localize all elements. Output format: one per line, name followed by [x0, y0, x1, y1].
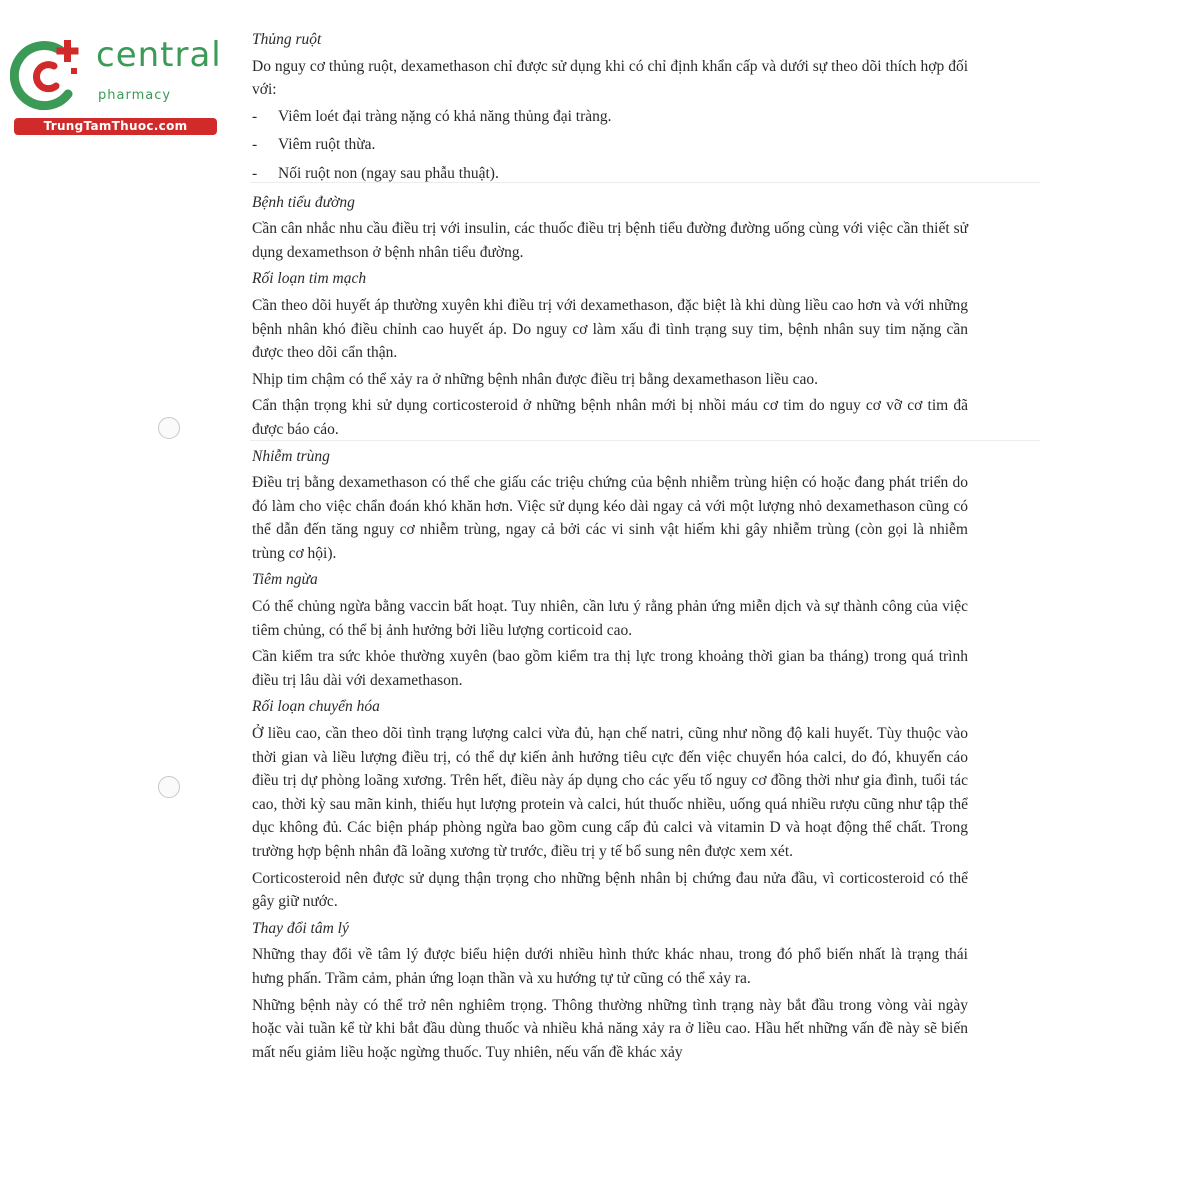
- section-heading: Thủng ruột: [252, 31, 322, 48]
- section-paragraph: Những thay đổi về tâm lý được biểu hiện dưới nhiều hình thức khác nhau, trong đó phổ biến nhất là trạng thái hưng phấn. Trầm cảm, phản ứng loạn thần và xu hướng tự tử cũng có thể xảy ra.: [252, 946, 968, 987]
- pharmacy-logo-icon: [10, 38, 90, 112]
- punch-hole-icon: [158, 417, 180, 439]
- document-section: [252, 445, 968, 566]
- section-paragraph: Do nguy cơ thủng ruột, dexamethason chỉ được sử dụng khi có chỉ định khẩn cấp và dưới sự theo dõi thích hợp đối với:: [252, 57, 968, 99]
- section-paragraph: Ở liều cao, cần theo dõi tình trạng lượng calci vừa đủ, hạn chế natri, cũng như nồng độ kali huyết. Tùy thuộc vào thời gian và liều lượng điều trị, có thể dự kiến ảnh hưởng tiêu cực đến việc chuyển hóa calci, do đó, khuyến cáo điều trị dự phòng loãng xương. Trên hết, điều này áp dụng cho các yếu tố nguy cơ đồng thời như gia đình, tuổi tác cao, thời kỳ sau mãn kinh, thiếu hụt lượng protein và calci, hút thuốc nhiều, uống quá nhiều rượu cũng như tập thể dục không đủ. Các biện pháp phòng ngừa bao gồm cung cấp đủ calci và vitamin D và hoạt động thể chất. Trong trường hợp bệnh nhân đã loãng xương từ trước, điều trị y tế bổ sung nên được xem xét.: [252, 725, 968, 860]
- section-paragraph: Cần cân nhắc nhu cầu điều trị với insulin, các thuốc điều trị bệnh tiểu đường đường uống cùng với việc cần thiết sử dụng dexamethson ở bệnh nhân tiểu đường.: [252, 220, 968, 261]
- document-body: [252, 28, 968, 1067]
- section-paragraph: Cẩn thận trọng khi sử dụng corticosteroid ở những bệnh nhân mới bị nhồi máu cơ tim do nguy cơ vỡ cơ tim đã được báo cáo.: [252, 397, 968, 438]
- list-item: - Nối ruột non (ngay sau phẫu thuật).: [252, 162, 968, 186]
- section-heading: Thay đổi tâm lý: [252, 919, 349, 937]
- bullet-list: [252, 105, 968, 186]
- list-item: - Viêm ruột thừa.: [252, 133, 968, 157]
- section-heading: Nhiễm trùng: [252, 447, 330, 465]
- list-item: - Viêm loét đại tràng nặng có khả năng thủng đại tràng.: [252, 105, 968, 129]
- section-paragraph: Nhịp tim chậm có thể xảy ra ở những bệnh nhân được điều trị bằng dexamethason liều cao.: [252, 370, 819, 388]
- section-paragraph: Điều trị bằng dexamethason có thể che giấu các triệu chứng của bệnh nhiễm trùng hiện có hoặc đang phát triển do đó làm cho việc chẩn đoán khó khăn hơn. Việc sử dụng kéo dài ngay cả với một lượng nhỏ dexamethason cũng có thể dẫn đến tăng nguy cơ nhiễm trùng, ngay cả bởi các vi sinh vật hiếm khi gây nhiễm trùng (còn gọi là nhiễm trùng cơ hội).: [252, 474, 968, 562]
- section-heading: Rối loạn tim mạch: [252, 270, 367, 288]
- document-section: [252, 917, 968, 1065]
- section-heading: Tiêm ngừa: [252, 571, 318, 589]
- document-section: [252, 191, 968, 265]
- section-paragraph: Corticosteroid nên được sử dụng thận trọng cho những bệnh nhân bị chứng đau nửa đầu, vì corticosteroid có thể gây giữ nước.: [252, 869, 968, 911]
- punch-hole-icon: [158, 776, 180, 798]
- brand-url-badge: TrungTamThuoc.com: [14, 118, 217, 135]
- document-section: [252, 695, 968, 913]
- section-paragraph: Cần theo dõi huyết áp thường xuyên khi điều trị với dexamethason, đặc biệt là khi dùng liều cao hơn và với những bệnh nhân khó điều chỉnh cao huyết áp. Do nguy cơ làm xấu đi tình trạng suy tim, bệnh nhân suy tim nặng cần được theo dõi cẩn thận.: [252, 296, 968, 362]
- document-section: [252, 28, 968, 186]
- section-heading: Rối loạn chuyển hóa: [252, 698, 380, 716]
- section-paragraph: Cần kiểm tra sức khỏe thường xuyên (bao gồm kiểm tra thị lực trong khoảng thời gian ba tháng) trong quá trình điều trị lâu dài với dexamethason.: [252, 648, 968, 689]
- document-section: [252, 568, 968, 692]
- section-paragraph: Có thể chủng ngừa bằng vaccin bất hoạt. Tuy nhiên, cần lưu ý rằng phản ứng miễn dịch và sự thành công của việc tiêm chủng, có thể bị ảnh hưởng bởi liều lượng corticoid cao.: [252, 598, 968, 639]
- section-heading: Bệnh tiểu đường: [252, 193, 355, 211]
- central-pharmacy-logo: [10, 35, 222, 136]
- section-paragraph: Những bệnh này có thể trở nên nghiêm trọng. Thông thường những tình trạng này bắt đầu trong vòng vài ngày hoặc vài tuần kể từ khi bắt đầu dùng thuốc và nhiều khả năng xảy ra ở liều cao. Hầu hết những vấn đề này sẽ biến mất nếu giảm liều hoặc ngừng thuốc. Tuy nhiên, nếu vấn đề khác xảy: [252, 996, 968, 1061]
- document-section: [252, 267, 968, 441]
- brand-subtitle: pharmacy: [98, 88, 172, 103]
- brand-name: central: [96, 35, 222, 75]
